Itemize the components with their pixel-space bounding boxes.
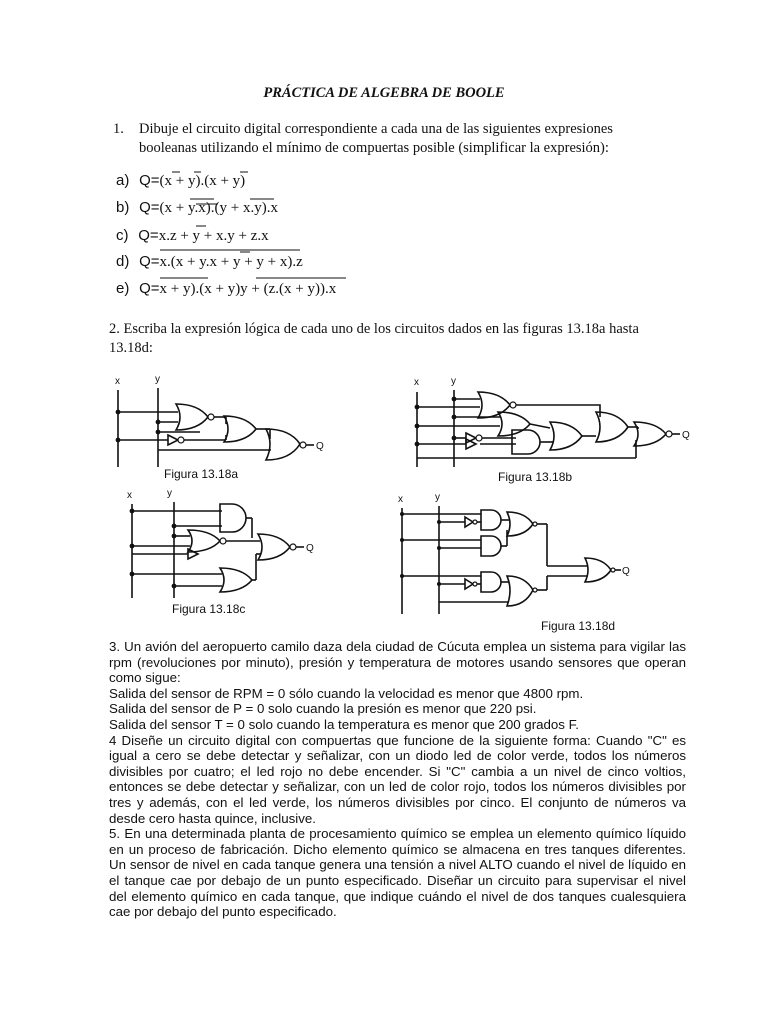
questions-3-to-5	[109, 639, 686, 920]
figure-13-18c-caption: Figura 13.18c	[172, 602, 246, 616]
fig-b-output-label: Q	[682, 430, 690, 441]
fig-d-y-label: y	[435, 492, 440, 503]
expression-e-text: x + y).(x + y)y + (z.(x + y)).x	[159, 281, 337, 297]
fig-c-x-label: x	[127, 490, 132, 501]
question-3-paragraph-3: Salida del sensor de P = 0 solo cuando la presión es menor que 220 psi.	[109, 701, 537, 717]
page-title: PRÁCTICA DE ALGEBRA DE BOOLE	[263, 85, 505, 101]
question-1-text: Dibuje el circuito digital correspondiente a cada una de las siguientes expresiones booleanas utilizando el mínimo de compuertas posible (simplificar la expresión):	[139, 121, 613, 156]
expression-c-prefix: Q=	[138, 227, 159, 244]
figure-13-18a-caption: Figura 13.18a	[164, 467, 239, 481]
expression-a-text: (x + y).(x + y)	[159, 173, 246, 189]
expression-b-prefix: Q=	[139, 199, 160, 216]
fig-c-output-label: Q	[306, 543, 314, 554]
question-3-paragraph-1: 3. Un avión del aeropuerto camilo daza dela ciudad de Cúcuta emplea un sistema para vigilar las rpm (revoluciones por minuto), presión y temperatura de motores usando sensores que operan como sigue:	[109, 639, 686, 686]
expression-d-text: x.(x + y.x + y + y + x).z	[159, 254, 303, 270]
expression-e-label: e)	[116, 280, 130, 297]
fig-a-x-label: x	[115, 376, 120, 387]
fig-a-y-label: y	[155, 374, 160, 385]
figure-13-18a	[108, 372, 338, 472]
expression-d-label: d)	[116, 253, 130, 270]
figure-13-18d-caption: Figura 13.18d	[541, 619, 616, 633]
expression-b-label: b)	[116, 199, 130, 216]
question-3-paragraph-2: Salida del sensor de RPM = 0 sólo cuando la velocidad es menor que 4800 rpm.	[109, 685, 584, 701]
expression-c-label: c)	[116, 227, 129, 244]
figure-13-18c	[120, 486, 320, 601]
expression-b-text: (x + y.x).(y + x.y).x	[159, 200, 278, 216]
question-1-number: 1.	[113, 121, 124, 137]
expression-c-text: x.z + y + x.y + z.x	[158, 228, 269, 244]
expression-a-label: a)	[116, 172, 130, 189]
question-2: 2. Escriba la expresión lógica de cada uno de los circuitos dados en las figuras 13.18a hasta 13.18d:	[109, 321, 639, 356]
expression-e-prefix: Q=	[139, 280, 160, 297]
expression-d-prefix: Q=	[139, 253, 160, 270]
fig-d-output-label: Q	[622, 566, 630, 577]
figure-13-18b-caption: Figura 13.18b	[498, 470, 573, 484]
fig-b-y-label: y	[451, 376, 456, 387]
fig-b-x-label: x	[414, 377, 419, 388]
expression-a-prefix: Q=	[139, 172, 160, 189]
question-3-paragraph-4: Salida del sensor T = 0 solo cuando la temperatura es menor que 200 grados F.	[109, 716, 579, 732]
question-4-text: 4 Diseñe un circuito digital con compuertas que funcione de la siguiente forma: Cuando "C" es igual a cero se debe detectar y señalizar, con un diodo led de color verde, todos los números divisibles por cuatro; el led rojo no debe encender. Si "C" cambia a un nivel de cinco voltios, entonces se debe detectar y señalizar, con un led de color rojo, todos los números divisibles por tres y además, con el led verde, los números divisibles por cinco. El conjunto de números va desde cero hasta quince, inclusive.	[109, 732, 686, 826]
fig-a-output-label: Q	[316, 441, 324, 452]
fig-c-y-label: y	[167, 488, 172, 499]
figure-13-18b	[400, 372, 700, 472]
question-5-text: 5. En una determinada planta de procesamiento químico se emplea un elemento químico líquido en un proceso de fabricación. Dicho elemento químico se almacena en tres tanques diferentes. Un sensor de nivel en cada tanque genera una tensión a nivel ALTO cuando el nivel de líquido en el tanque cae por debajo de un punto especificado. Diseñar un circuito para supervisar el nivel del elemento químico en cada tanque, que indique cuándo el nivel de dos tanques cualesquiera cae por debajo del punto especificado.	[109, 826, 686, 920]
fig-d-x-label: x	[398, 494, 403, 505]
figure-13-18d	[395, 492, 645, 617]
expression-overlines	[0, 0, 768, 300]
